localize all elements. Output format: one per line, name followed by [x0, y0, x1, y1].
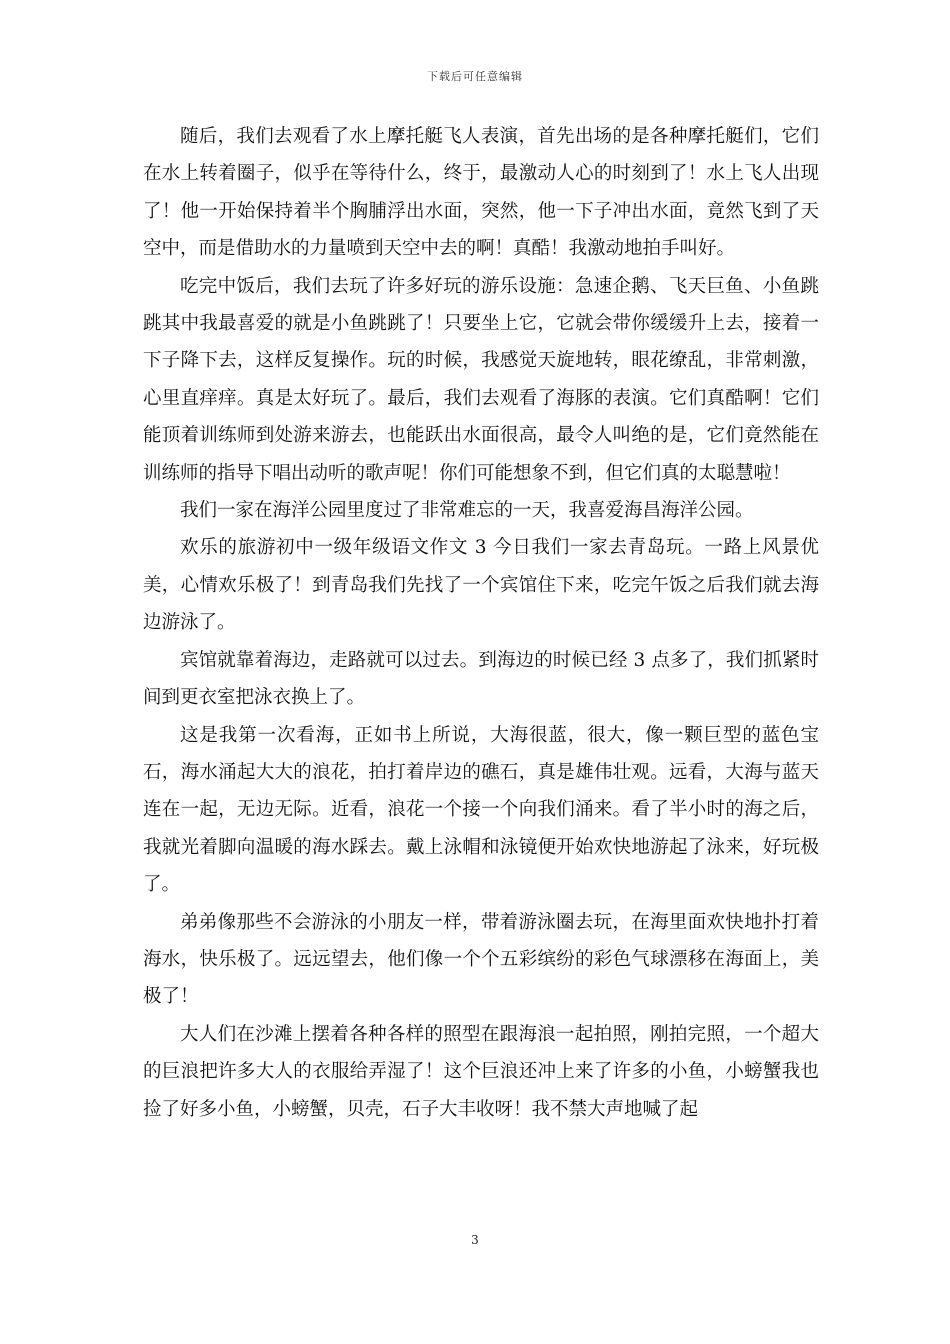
paragraph: 大人们在沙滩上摆着各种各样的照型在跟海浪一起拍照，刚拍完照，一个超大的巨浪把许多大人的衣服给弄湿了！这个巨浪还冲上来了许多的小鱼，小螃蟹我也捡了好多小鱼，小螃蟹，贝壳，石子大丰收呀！我不禁大声地喊了起: [143, 1023, 819, 1120]
paragraph: 这是我第一次看海，正如书上所说，大海很蓝，很大，像一颗巨型的蓝色宝石，海水涌起大大的浪花，拍打着岸边的礁石，真是雄伟壮观。远看，大海与蓝天连在一起，无边无际。近看，浪花一个接一个向我们涌来。看了半小时的海之后，我就光着脚向温暖的海水踩去。戴上泳帽和泳镜便开始欢快地游起了泳来，好玩极了。: [143, 724, 819, 896]
paragraph: 我们一家在海洋公园里度过了非常难忘的一天，我喜爱海昌海洋公园。: [180, 500, 754, 522]
paragraph: 宾馆就靠着海边，走路就可以过去。到海边的时候已经 3 点多了，我们抓紧时间到更衣室把泳衣换上了。: [143, 649, 819, 709]
document-body: [143, 118, 819, 1128]
paragraph: 弟弟像那些不会游泳的小朋友一样，带着游泳圈去玩，在海里面欢快地扑打着海水，快乐极了。远远望去，他们像一个个五彩缤纷的彩色气球漂移在海面上，美极了！: [143, 911, 819, 1008]
paragraph: 欢乐的旅游初中一级年级语文作文 3 今日我们一家去青岛玩。一路上风景优美，心情欢乐极了！到青岛我们先找了一个宾馆住下来，吃完午饭之后我们就去海边游泳了。: [143, 537, 819, 634]
paragraph: 随后，我们去观看了水上摩托艇飞人表演，首先出场的是各种摩托艇们，它们在水上转着圈子，似乎在等待什么，终于，最激动人心的时刻到了！水上飞人出现了！他一开始保持着半个胸脯浮出水面，突然，他一下子冲出水面，竟然飞到了天空中，而是借助水的力量喷到天空中去的啊！真酷！我激动地拍手叫好。: [143, 126, 819, 260]
page-header-note: 下载后可任意编辑: [427, 70, 523, 83]
page-number: 3: [471, 1233, 479, 1247]
paragraph: 吃完中饭后，我们去玩了许多好玩的游乐设施：急速企鹅、飞天巨鱼、小鱼跳跳其中我最喜爱的就是小鱼跳跳了！只要坐上它，它就会带你缓缓升上去，接着一下子降下去，这样反复操作。玩的时候，我感觉天旋地转，眼花缭乱，非常刺激，心里直痒痒。真是太好玩了。最后，我们去观看了海豚的表演。它们真酷啊！它们能顶着训练师到处游来游去，也能跃出水面很高，最令人叫绝的是，它们竟然能在训练师的指导下唱出动听的歌声呢！你们可能想象不到，但它们真的太聪慧啦！: [143, 275, 819, 484]
